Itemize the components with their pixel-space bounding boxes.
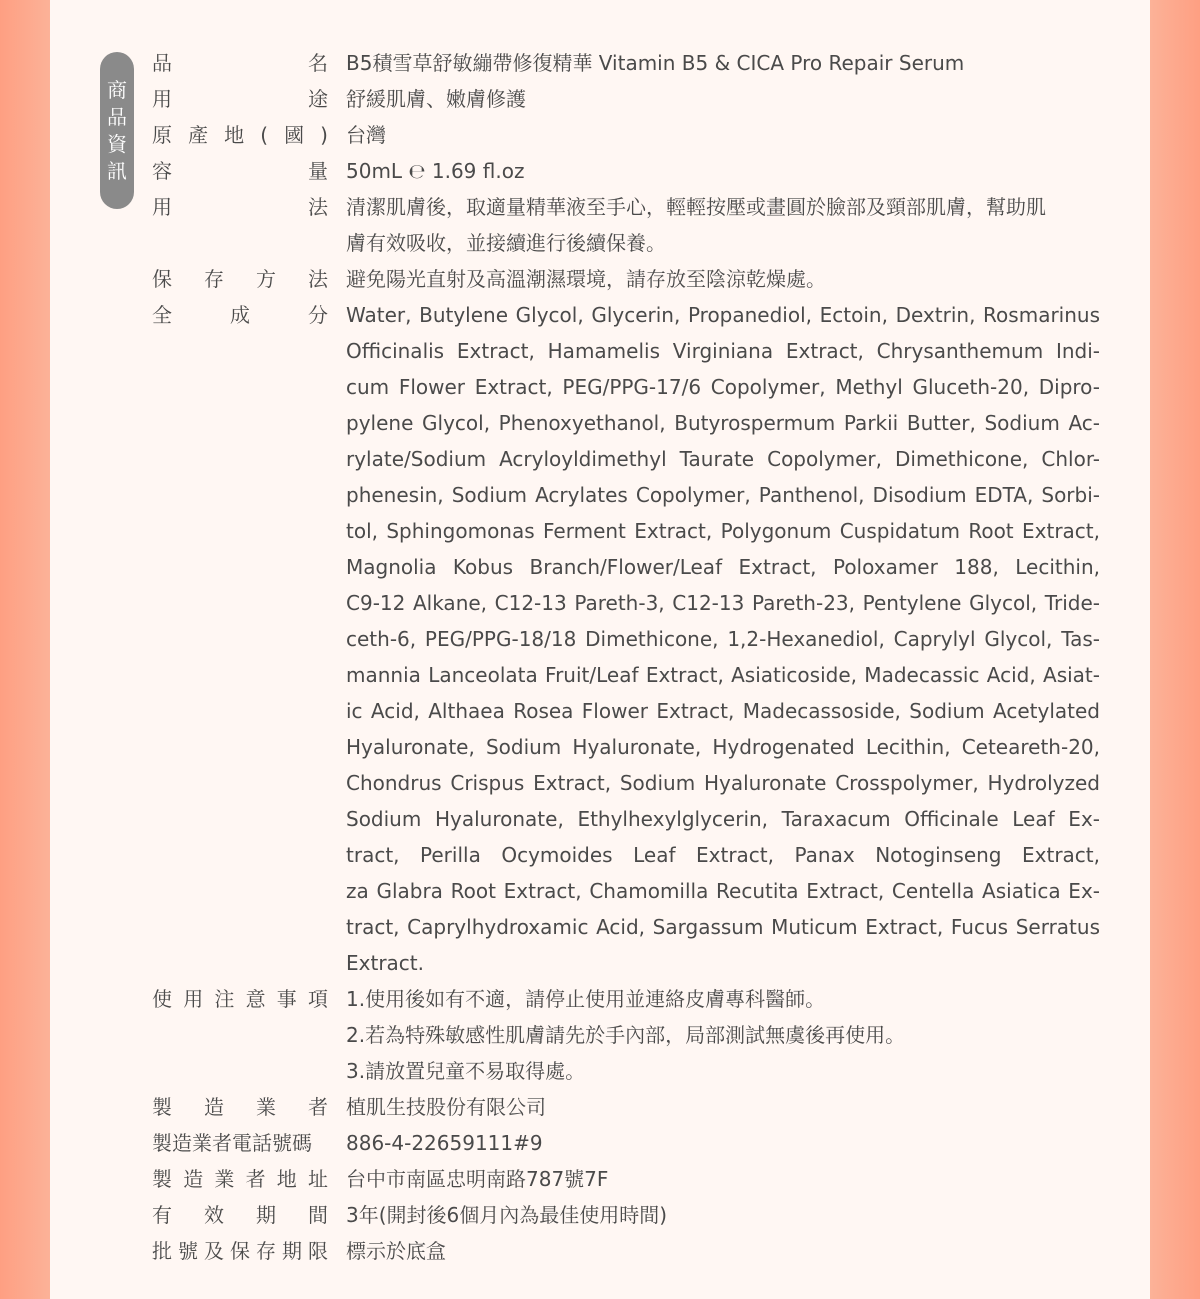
- info-row: [152, 153, 1102, 189]
- label-char: 分: [308, 303, 328, 327]
- badge-char: 訊: [107, 158, 127, 183]
- label-char: 者: [308, 1095, 328, 1119]
- row-label: [152, 1161, 328, 1197]
- label-char: 存: [204, 267, 224, 291]
- row-label: [152, 1089, 328, 1125]
- value-line: 886-4-22659111#9: [346, 1131, 543, 1155]
- label-char: 法: [308, 195, 328, 219]
- row-value: [346, 45, 1100, 81]
- value-line: 3.請放置兒童不易取得處。: [346, 1059, 586, 1083]
- label-char: 項: [307, 987, 328, 1011]
- value-line: pylene Glycol, Phenoxyethanol, Butyrospermum Parkii Butter, Sodium Ac-: [346, 411, 1100, 435]
- label-char: 使: [152, 987, 172, 1011]
- value-line: 台灣: [346, 123, 386, 147]
- row-label: [152, 1197, 328, 1233]
- label-char: 途: [308, 87, 328, 111]
- label-char: 存: [256, 1239, 276, 1263]
- info-row: [152, 189, 1102, 261]
- value-line: Chondrus Crispus Extract, Sodium Hyaluronate Crosspolymer, Hydrolyzed: [346, 771, 1100, 795]
- value-line: C9-12 Alkane, C12-13 Pareth-3, C12-13 Pareth-23, Pentylene Glycol, Tride-: [346, 591, 1100, 615]
- info-row: [152, 261, 1102, 297]
- row-value: [346, 1125, 1100, 1161]
- label-char: 業: [256, 1095, 276, 1119]
- label-char: 期: [256, 1203, 276, 1227]
- value-line: Extract.: [346, 951, 424, 975]
- badge-char: 資: [107, 131, 127, 156]
- info-row: [152, 1089, 1102, 1125]
- value-line: Officinalis Extract, Hamamelis Virginiana Extract, Chrysanthemum Indi-: [346, 339, 1100, 363]
- row-label: [152, 189, 328, 261]
- label-char: 事: [276, 987, 297, 1011]
- info-row: [152, 1197, 1102, 1233]
- badge-char: 商: [107, 77, 127, 102]
- label-char: 造: [204, 1095, 224, 1119]
- label-char: 地: [276, 1167, 297, 1191]
- right-peach-border: [1150, 0, 1200, 1299]
- info-row: [152, 1233, 1102, 1269]
- row-label: [152, 45, 328, 81]
- row-value: [346, 261, 1100, 297]
- value-line: 植肌生技股份有限公司: [346, 1095, 546, 1119]
- value-line: 標示於底盒: [346, 1239, 446, 1263]
- label-char: 用: [152, 195, 172, 219]
- value-line: za Glabra Root Extract, Chamomilla Recutita Extract, Centella Asiatica Ex-: [346, 879, 1100, 903]
- label-char: 原: [152, 123, 172, 147]
- label-char: 用: [152, 87, 172, 111]
- label-char: 產: [188, 123, 209, 147]
- row-value: [346, 1089, 1100, 1125]
- label-char: 容: [152, 159, 172, 183]
- info-row: [152, 117, 1102, 153]
- value-line: 1.使用後如有不適，請停止使用並連絡皮膚專科醫師。: [346, 987, 826, 1011]
- value-line: Water, Butylene Glycol, Glycerin, Propanediol, Ectoin, Dextrin, Rosmarinus: [346, 303, 1100, 327]
- info-row: [152, 1125, 1102, 1161]
- value-line: ic Acid, Althaea Rosea Flower Extract, Madecassoside, Sodium Acetylated: [346, 699, 1100, 723]
- label-char: 意: [245, 987, 266, 1011]
- label-char: (: [260, 123, 268, 147]
- row-label: [152, 153, 328, 189]
- label-char: 方: [256, 267, 276, 291]
- value-line: phenesin, Sodium Acrylates Copolymer, Panthenol, Disodium EDTA, Sorbi-: [346, 483, 1100, 507]
- row-value: [346, 1161, 1100, 1197]
- value-line: 舒緩肌膚、嫩膚修護: [346, 87, 526, 111]
- row-label: [152, 1233, 328, 1269]
- info-row: [152, 81, 1102, 117]
- label-char: 名: [308, 51, 328, 75]
- label-char: 效: [204, 1203, 224, 1227]
- row-label: [152, 1125, 328, 1161]
- label-char: 全: [152, 303, 172, 327]
- info-row: [152, 1161, 1102, 1197]
- label-char: 限: [308, 1239, 328, 1263]
- value-line: Hyaluronate, Sodium Hyaluronate, Hydrogenated Lecithin, Ceteareth-20,: [346, 735, 1100, 759]
- label-char: 業: [214, 1167, 235, 1191]
- label-char: 保: [152, 267, 172, 291]
- value-line: mannia Lanceolata Fruit/Leaf Extract, Asiaticoside, Madecassic Acid, Asiat-: [346, 663, 1100, 687]
- value-line: Sodium Hyaluronate, Ethylhexylglycerin, Taraxacum Officinale Leaf Ex-: [346, 807, 1100, 831]
- row-label: [152, 981, 328, 1089]
- info-row: [152, 981, 1102, 1089]
- row-value: [346, 981, 1100, 1089]
- label-char: 地: [224, 123, 245, 147]
- label-char: 量: [308, 159, 328, 183]
- value-line: ceth-6, PEG/PPG-18/18 Dimethicone, 1,2-Hexanediol, Caprylyl Glycol, Tas-: [346, 627, 1100, 651]
- value-line: 清潔肌膚後，取適量精華液至手心，輕輕按壓或畫圓於臉部及頸部肌膚，幫助肌: [346, 195, 1046, 219]
- ingredients-list: [346, 297, 1100, 981]
- label-char: 製: [152, 1167, 172, 1191]
- value-line: 3年(開封後6個月內為最佳使用時間): [346, 1203, 668, 1227]
- label-char: 製造業者電話號碼: [152, 1131, 312, 1155]
- label-char: 號: [178, 1239, 198, 1263]
- label-char: 批: [152, 1239, 172, 1263]
- value-line: cum Flower Extract, PEG/PPG-17/6 Copolymer, Methyl Gluceth-20, Dipro-: [346, 375, 1100, 399]
- value-line: 台中市南區忠明南路787號7F: [346, 1167, 609, 1191]
- left-peach-border: [0, 0, 50, 1299]
- label-char: 保: [230, 1239, 250, 1263]
- value-line: tract, Perilla Ocymoides Leaf Extract, Panax Notoginseng Extract,: [346, 843, 1100, 867]
- label-char: 造: [183, 1167, 204, 1191]
- value-line: Magnolia Kobus Branch/Flower/Leaf Extract, Poloxamer 188, Lecithin,: [346, 555, 1100, 579]
- product-info-badge: [100, 52, 134, 209]
- row-value: [346, 1197, 1100, 1233]
- label-char: 期: [282, 1239, 302, 1263]
- info-row: [152, 297, 1102, 981]
- value-line: tol, Sphingomonas Ferment Extract, Polygonum Cuspidatum Root Extract,: [346, 519, 1100, 543]
- row-label: [152, 261, 328, 297]
- label-char: ): [320, 123, 328, 147]
- product-info-table: [152, 45, 1102, 1269]
- value-line: 避免陽光直射及高溫潮濕環境，請存放至陰涼乾燥處。: [346, 267, 826, 291]
- row-value: [346, 189, 1100, 261]
- value-line: tract, Caprylhydroxamic Acid, Sargassum Muticum Extract, Fucus Serratus: [346, 915, 1100, 939]
- row-value: [346, 1233, 1100, 1269]
- label-char: 品: [152, 51, 172, 75]
- value-line: 2.若為特殊敏感性肌膚請先於手內部，局部測試無虞後再使用。: [346, 1023, 906, 1047]
- value-line: B5積雪草舒敏繃帶修復精華 Vitamin B5 & CICA Pro Repair Serum: [346, 51, 965, 75]
- info-row: [152, 45, 1102, 81]
- badge-char: 品: [107, 104, 127, 129]
- value-line: 膚有效吸收，並接續進行後續保養。: [346, 231, 666, 255]
- label-char: 間: [308, 1203, 328, 1227]
- row-value: [346, 117, 1100, 153]
- label-char: 者: [245, 1167, 266, 1191]
- label-char: 成: [230, 303, 250, 327]
- value-line: 50mL ℮ 1.69 fl.oz: [346, 159, 525, 183]
- value-line: rylate/Sodium Acryloyldimethyl Taurate Copolymer, Dimethicone, Chlor-: [346, 447, 1100, 471]
- label-char: 址: [307, 1167, 328, 1191]
- label-char: 製: [152, 1095, 172, 1119]
- label-char: 用: [183, 987, 204, 1011]
- row-label: [152, 117, 328, 153]
- label-char: 法: [308, 267, 328, 291]
- label-char: 及: [204, 1239, 224, 1263]
- label-char: 國: [284, 123, 305, 147]
- row-label: [152, 297, 328, 981]
- label-char: 注: [214, 987, 235, 1011]
- row-label: [152, 81, 328, 117]
- row-value: [346, 153, 1100, 189]
- row-value: [346, 81, 1100, 117]
- label-char: 有: [152, 1203, 172, 1227]
